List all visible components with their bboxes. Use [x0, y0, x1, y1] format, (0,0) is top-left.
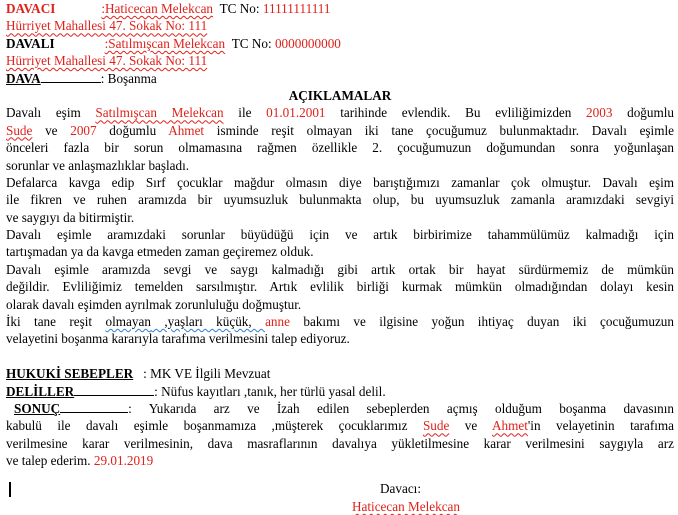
result-line: verilmesine karar verilmesinin, dava masraflarının davalıya yükletilmesine karar verilmesini saygıyla arz [6, 435, 674, 451]
paragraph-line: tartışmadan ya da kavga etmeden zaman geçiremez olduk. [6, 244, 314, 260]
defendant-line [6, 35, 674, 52]
legal-line [6, 365, 674, 382]
paragraph-line: velayetini boşanma kararıyla tarafıma verilmesini talep ediyoruz. [6, 331, 350, 347]
signature-name: Haticecan Melekcan [352, 499, 460, 514]
plaintiff-label: DAVACI [6, 1, 56, 16]
section-heading: AÇIKLAMALAR [288, 87, 392, 103]
plaintiff-address-line [6, 17, 674, 34]
signature-label: Davacı: [380, 481, 422, 496]
document-page[interactable] [6, 0, 674, 470]
defendant-label: DAVALI [6, 35, 55, 51]
result-line: SONUÇ : Yukarıda arz ve İzah edilen sebeplerden açmış olduğum boşanma davasının [14, 400, 674, 416]
defendant-tc-value: 0000000000 [274, 35, 341, 51]
case-value: : Boşanma [100, 70, 157, 86]
paragraph-line: olarak davalı eşimden ayrılmak zorunluluğu doğmuştur. [6, 296, 302, 312]
result-line: kabulü ile davalı eşimle boşanmamıza ,müşterek çocuklarımız Sude ve Ahmet'in velayetinin tarafıma [6, 418, 674, 434]
paragraph-line: ile fikren ve ruhen aramızda bir uyumsuzluk bulunmakta olup, bu uyumsuzluk zamanla aramızdaki sevgiyi [6, 192, 674, 208]
paragraph-line: Davalı eşimle aramızdaki sorunlar büyüdüğü için ve artık birbirimize tahammülümüz kalmadığı için [6, 227, 674, 243]
paragraph-line: Defalarca kavga edip Sırf çocuklar mağdur olmasın diye barıştığımızı zamanlar çok olmuştur. Davalı eşim [6, 174, 674, 190]
plaintiff-tc-label: TC No: [219, 1, 260, 16]
defendant-tc-label: TC No: [231, 35, 272, 51]
paragraph-line: İki tane reşit olmayan ,yaşları küçük, anne bakımı ve ilgisine yoğun ihtiyaç duyan iki çocuğumuzun [6, 314, 674, 330]
paragraph-line: Davalı eşimle aramızda sevgi ve saygı kalmadığı gibi artık ortak bir hayat sürdürmemiz de mümkün [6, 261, 674, 277]
paragraph-line: değildir. Evliliğimiz temelden sarsılmıştır. Artık evlilik birliği kurmak mümkün olmadığından dolayı kesin [6, 279, 674, 295]
evidence-line [6, 383, 674, 400]
plaintiff-tc-value: 11111111111 [262, 1, 331, 16]
paragraph-line: ve saygıyı da bitirmiştir. [6, 209, 135, 225]
paragraph-line: Sude ve 2007 doğumlu Ahmet isminde reşit olmayan iki tane çocuğumuz bulunmaktadır. Davalı eşimle [6, 122, 674, 138]
paragraph-line: Davalı eşim Satılmışcan Melekcan ile 01.01.2001 tarihinde evlendik. Bu evliliğimizden 2003 doğumlu [6, 105, 674, 121]
case-label: DAVA [6, 70, 41, 86]
defendant-address: Hürriyet Mahallesi 47. Sokak No: 111 [6, 53, 208, 69]
blank-line [6, 348, 674, 365]
plaintiff-name: :Haticecan Melekcan [101, 1, 214, 16]
defendant-name: :Satılmışcan Melekcan [104, 35, 226, 51]
defendant-address-line [6, 52, 674, 69]
paragraph-line: önceleri fazla bir sorun olmamasına rağmen özellikle 2. çocuğumuzun doğumundan sonra yoğunlaşan [6, 140, 674, 156]
legal-label: HUKUKİ SEBEPLER [6, 366, 134, 382]
text-cursor [9, 482, 11, 497]
result-date: 29.01.2019 [93, 453, 154, 469]
plaintiff-address: Hürriyet Mahallesi 47. Sokak No: 111 [6, 18, 208, 34]
paragraph-line: sorunlar ve anlaşmazlıklar başladı. [6, 157, 190, 173]
result-line: ve talep ederim. 29.01.2019 [6, 453, 154, 469]
evidence-value: : Nüfus kayıtları ,tanık, her türlü yasal delil. [154, 383, 386, 399]
result-label: SONUÇ [14, 400, 61, 416]
case-line [6, 70, 674, 87]
plaintiff-line [6, 0, 674, 17]
evidence-label: DELİLLER [6, 383, 75, 399]
legal-value: : MK VE İlgili Mevzuat [143, 366, 271, 382]
